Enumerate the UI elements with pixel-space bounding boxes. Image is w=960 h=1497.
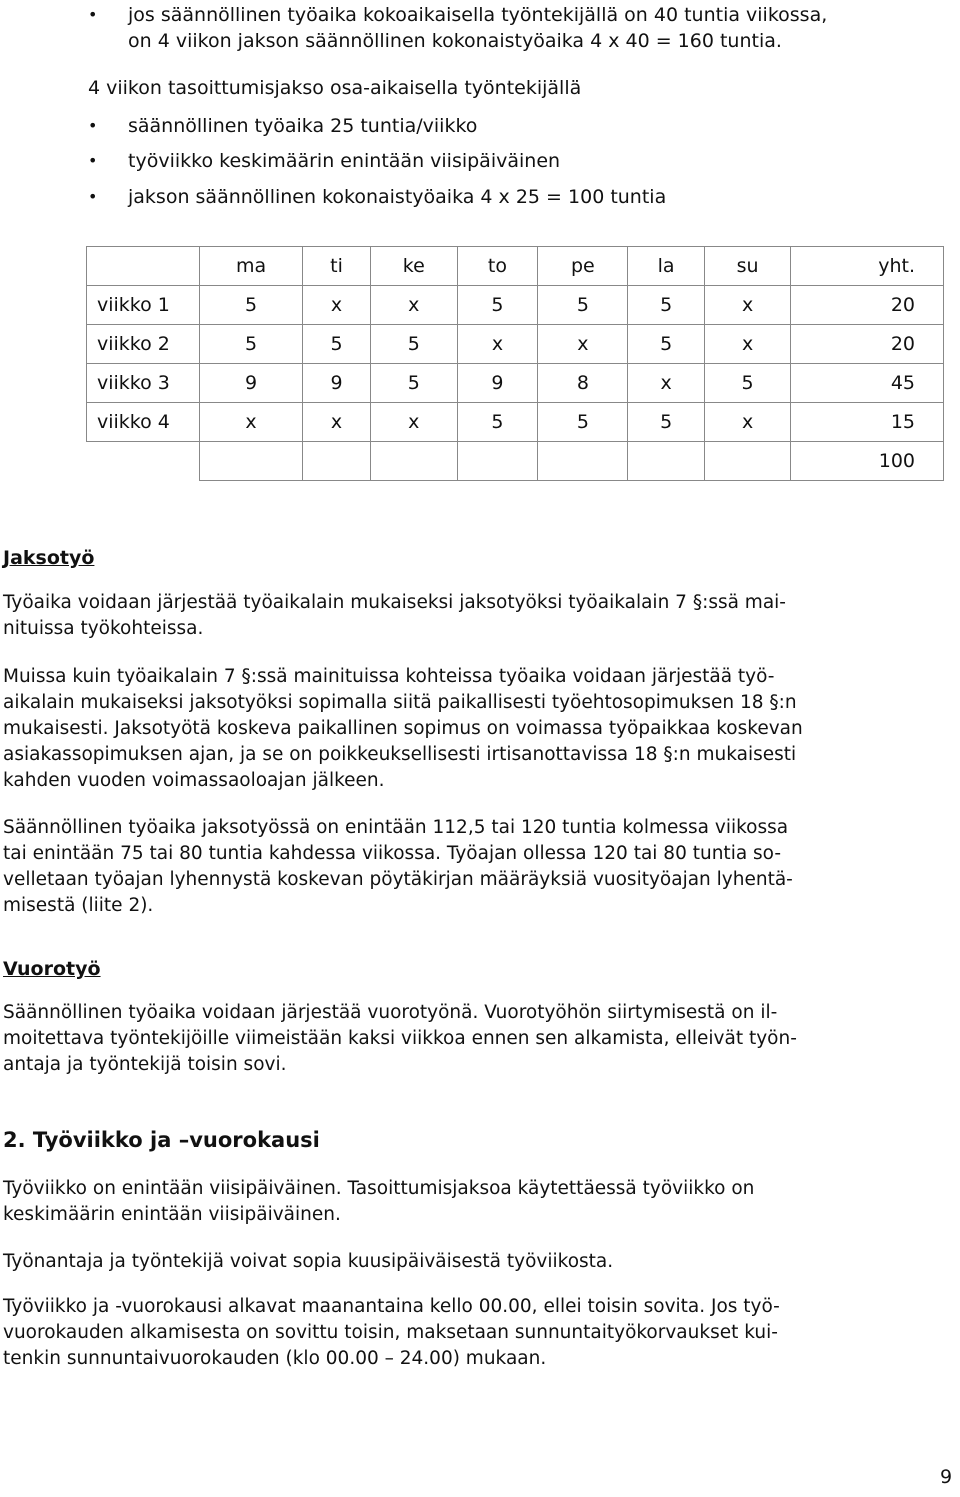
table-empty-cell: [200, 442, 303, 481]
list-item-text: säännöllinen työaika 25 tuntia/viikko: [128, 115, 478, 137]
table-cell: x: [370, 286, 457, 325]
paragraph: [3, 1000, 953, 1078]
table-header-row: [87, 247, 944, 286]
section-heading: Vuorotyö: [3, 958, 101, 980]
paragraph-line: Säännöllinen työaika jaksotyössä on enintään 112,5 tai 120 tuntia kolmessa viikossa: [3, 817, 789, 838]
table-header-cell: su: [704, 247, 791, 286]
paragraph: [3, 1294, 953, 1372]
paragraph-line: Säännöllinen työaika voidaan järjestää vuorotyönä. Vuorotyöhön siirtymisestä on il-: [3, 1002, 778, 1023]
table-empty-cell: [628, 442, 704, 481]
paragraph-line: keskimäärin enintään viisipäiväinen.: [3, 1204, 341, 1225]
paragraph-line: Työaika voidaan järjestää työaikalain mukaiseksi jaksotyöksi työaikalain 7 §:ssä mai-: [3, 592, 786, 613]
table-row: [87, 403, 944, 442]
list-item-text: jos säännöllinen työaika kokoaikaisella työntekijällä on 40 tuntia viikossa,: [128, 4, 828, 26]
jaksotyo-section: [3, 545, 953, 571]
table-row: [87, 364, 944, 403]
grand-total-cell: 100: [791, 442, 944, 481]
table-cell: 5: [457, 286, 538, 325]
paragraph-line: Työviikko ja -vuorokausi alkavat maanantaina kello 00.00, ellei toisin sovita. Jos työ-: [3, 1296, 780, 1317]
table-cell: 5: [200, 286, 303, 325]
table-cell: x: [370, 403, 457, 442]
table-cell: 5: [303, 325, 371, 364]
paragraph: [3, 815, 953, 919]
table-cell: 5: [704, 364, 791, 403]
bullet-marker: •: [88, 5, 98, 24]
table-cell: x: [704, 325, 791, 364]
table-cell: viikko 1: [87, 286, 200, 325]
table-cell: viikko 4: [87, 403, 200, 442]
paragraph-line: Työnantaja ja työntekijä voivat sopia kuusipäiväisestä työviikosta.: [3, 1251, 614, 1272]
table-cell: 45: [791, 364, 944, 403]
table-cell: viikko 2: [87, 325, 200, 364]
table-header-cell: pe: [538, 247, 628, 286]
table-row: [87, 325, 944, 364]
table-cell: 5: [457, 403, 538, 442]
table-empty-cell: [538, 442, 628, 481]
table-row: [87, 286, 944, 325]
table-empty-cell: [704, 442, 791, 481]
table-cell: 5: [200, 325, 303, 364]
list-item-text: on 4 viikon jakson säännöllinen kokonaistyöaika 4 x 40 = 160 tuntia.: [128, 30, 782, 52]
table-cell: 5: [538, 403, 628, 442]
paragraph-line: Muissa kuin työaikalain 7 §:ssä mainituissa kohteissa työaika voidaan järjestää työ-: [3, 666, 775, 687]
section-2: [3, 1127, 953, 1153]
table-header-cell: ma: [200, 247, 303, 286]
table-cell: 15: [791, 403, 944, 442]
paragraph-line: Työviikko on enintään viisipäiväinen. Tasoittumisjaksoa käytettäessä työviikko on: [3, 1178, 755, 1199]
table-empty-cell: [303, 442, 371, 481]
table-header-cell: ke: [370, 247, 457, 286]
table-cell: 20: [791, 286, 944, 325]
table-cell: x: [704, 286, 791, 325]
paragraph-line: kahden vuoden voimassaoloajan jälkeen.: [3, 770, 385, 791]
paragraph-line: nituissa työkohteissa.: [3, 618, 204, 639]
table-header-cell: ti: [303, 247, 371, 286]
table-empty-cell: [370, 442, 457, 481]
weekly-hours-table: [86, 246, 944, 481]
table-cell: 5: [370, 325, 457, 364]
page-number: 9: [940, 1466, 953, 1488]
table-cell: 5: [628, 325, 704, 364]
table-cell: x: [628, 364, 704, 403]
paragraph-line: velletaan työajan lyhennystä koskevan pöytäkirjan määräyksiä vuosityöajan lyhentä-: [3, 869, 793, 890]
table-empty-cell: [457, 442, 538, 481]
vuorotyo-section: [3, 956, 953, 982]
paragraph: [3, 590, 953, 642]
table-cell: 5: [538, 286, 628, 325]
table-empty-cell: [87, 442, 200, 481]
paragraph-line: vuorokauden alkamisesta on sovittu toisin, maksetaan sunnuntaityökorvaukset kui-: [3, 1322, 778, 1343]
table-cell: x: [704, 403, 791, 442]
paragraph: [3, 1249, 953, 1275]
table-cell: 9: [303, 364, 371, 403]
table-cell: 20: [791, 325, 944, 364]
table-cell: x: [303, 286, 371, 325]
table-cell: x: [200, 403, 303, 442]
table-cell: 9: [457, 364, 538, 403]
part-time-heading: 4 viikon tasoittumisjakso osa-aikaisella työntekijällä: [88, 77, 582, 99]
table-total-row: [87, 442, 944, 481]
table-cell: 5: [628, 286, 704, 325]
table-header-cell: [87, 247, 200, 286]
paragraph-line: aikalain mukaiseksi jaksotyöksi sopimalla siitä paikallisesti työehtosopimuksen 18 §:n: [3, 692, 797, 713]
table-cell: 8: [538, 364, 628, 403]
bullet-marker: •: [88, 151, 98, 170]
section-heading: 2. Työviikko ja –vuorokausi: [3, 1128, 320, 1152]
list-item-text: jakson säännöllinen kokonaistyöaika 4 x 25 = 100 tuntia: [128, 186, 667, 208]
section-heading: Jaksotyö: [3, 547, 95, 569]
list-item-text: työviikko keskimäärin enintään viisipäiväinen: [128, 150, 561, 172]
table-cell: 5: [628, 403, 704, 442]
table-header-cell: to: [457, 247, 538, 286]
paragraph-line: misestä (liite 2).: [3, 895, 154, 916]
paragraph-line: antaja ja työntekijä toisin sovi.: [3, 1054, 287, 1075]
bullet-marker: •: [88, 116, 98, 135]
table-header-cell: yht.: [791, 247, 944, 286]
table-cell: viikko 3: [87, 364, 200, 403]
table-cell: 9: [200, 364, 303, 403]
bullet-marker: •: [88, 187, 98, 206]
paragraph-line: tai enintään 75 tai 80 tuntia kahdessa viikossa. Työajan ollessa 120 tai 80 tuntia so-: [3, 843, 782, 864]
paragraph-line: mukaisesti. Jaksotyötä koskeva paikallinen sopimus on voimassa työpaikkaa koskevan: [3, 718, 803, 739]
paragraph-line: asiakassopimuksen ajan, ja se on poikkeuksellisesti irtisanottavissa 18 §:n mukaisesti: [3, 744, 797, 765]
table-header-cell: la: [628, 247, 704, 286]
table-cell: x: [303, 403, 371, 442]
paragraph: [3, 664, 953, 794]
table-cell: 5: [370, 364, 457, 403]
paragraph: [3, 1176, 953, 1228]
paragraph-line: moitettava työntekijöille viimeistään kaksi viikkoa ennen sen alkamista, elleivät työn-: [3, 1028, 797, 1049]
table-cell: x: [457, 325, 538, 364]
paragraph-line: tenkin sunnuntaivuorokauden (klo 00.00 – 24.00) mukaan.: [3, 1348, 547, 1369]
table-cell: x: [538, 325, 628, 364]
